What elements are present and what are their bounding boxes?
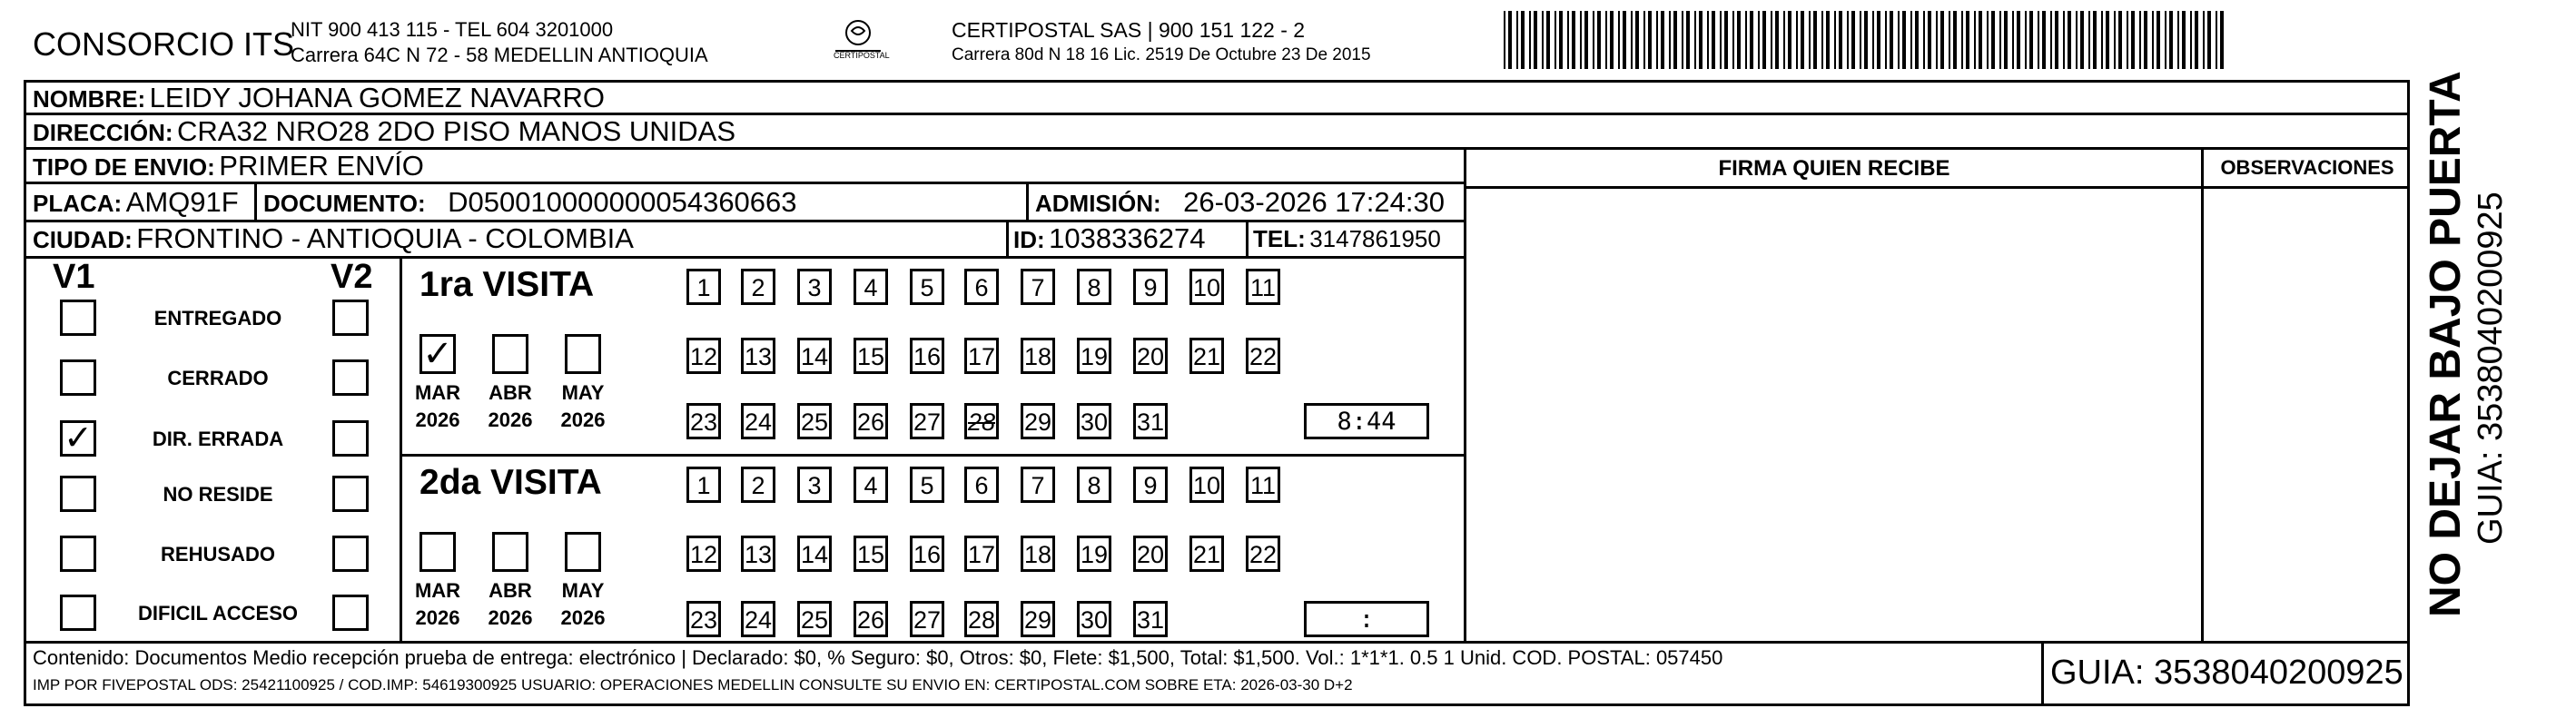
day-box[interactable]: 2 <box>741 269 775 305</box>
barcode-bar <box>2093 11 2097 69</box>
barcode-bar <box>1813 11 1817 69</box>
barcode-bar <box>1745 11 1747 69</box>
barcode-bar <box>2063 11 2065 69</box>
direccion-label: DIRECCIÓN: <box>33 119 173 146</box>
month-year: 2026 <box>415 408 460 431</box>
barcode-bar <box>2144 11 2147 69</box>
barcode-bar <box>2182 11 2186 69</box>
day-box[interactable]: 8 <box>1077 467 1111 503</box>
month-name: MAR <box>414 579 461 602</box>
v1-checkbox[interactable] <box>60 359 96 396</box>
day-box[interactable]: 3 <box>797 467 832 503</box>
month-year: 2026 <box>488 408 533 431</box>
id-value: 1038336274 <box>1049 222 1206 254</box>
barcode-bar <box>1860 11 1861 69</box>
barcode-bar <box>1542 11 1544 69</box>
v1-checkbox[interactable] <box>60 300 96 336</box>
day-box[interactable]: 25 <box>797 601 832 637</box>
barcode-bar <box>2068 11 2071 69</box>
barcode-bar <box>1762 11 1766 69</box>
v1-checkbox[interactable] <box>60 595 96 631</box>
day-box[interactable]: 31 <box>1133 601 1168 637</box>
barcode-bar <box>1890 11 1893 69</box>
barcode-bar <box>1898 11 1900 69</box>
barcode-bar <box>1534 11 1537 69</box>
barcode-bar <box>2004 11 2008 69</box>
barcode-bar <box>1605 11 1607 69</box>
v2-checkbox[interactable] <box>332 420 369 457</box>
barcode-bar <box>1597 11 1601 69</box>
day-box[interactable]: 8 <box>1077 269 1111 305</box>
month-checkbox[interactable] <box>492 334 528 374</box>
barcode-bar <box>1707 11 1709 69</box>
day-box[interactable]: 5 <box>910 269 944 305</box>
barcode-bar <box>1783 11 1785 69</box>
day-box[interactable]: 11 <box>1246 467 1280 503</box>
firma-area[interactable] <box>1469 192 2196 637</box>
barcode-bar <box>2012 11 2014 69</box>
ciudad-label: CIUDAD: <box>33 226 133 253</box>
barcode-bar <box>1839 11 1842 69</box>
month-checkbox[interactable]: ✓ <box>419 334 456 374</box>
barcode-bar <box>1661 11 1664 69</box>
barcode-bar <box>2114 11 2116 69</box>
barcode-bar <box>1694 11 1696 69</box>
month-name: ABR <box>489 579 532 602</box>
placa-value: AMQ91F <box>125 186 239 218</box>
admision-field <box>1035 186 1445 219</box>
observaciones-area[interactable] <box>2206 192 2406 637</box>
status-label: NO RESIDE <box>163 483 273 506</box>
day-box[interactable]: 20 <box>1133 338 1168 374</box>
barcode-bar <box>2101 11 2103 69</box>
day-box[interactable]: 26 <box>854 601 888 637</box>
barcode-bar <box>2216 11 2217 69</box>
day-box[interactable]: 1 <box>686 467 721 503</box>
barcode-bar <box>1987 11 1989 69</box>
day-box[interactable]: 22 <box>1246 338 1280 374</box>
barcode-bar <box>1872 11 1874 69</box>
id-field <box>1013 222 1206 255</box>
barcode-bar <box>1610 11 1614 69</box>
carrier-address: Carrera 80d N 18 16 Lic. 2519 De Octubre 23 De 2015 <box>952 45 1371 64</box>
documento-field <box>263 186 797 219</box>
tel-field <box>1253 225 1441 253</box>
month-name: MAR <box>414 381 461 404</box>
day-box[interactable]: 5 <box>910 467 944 503</box>
barcode-bar <box>2029 11 2033 69</box>
barcode-bar <box>1712 11 1715 69</box>
barcode-bar <box>1796 11 1798 69</box>
barcode-bar <box>1851 11 1855 69</box>
barcode-bar <box>2139 11 2141 69</box>
status-label: CERRADO <box>167 367 269 389</box>
barcode-bar <box>1885 11 1887 69</box>
barcode-bar <box>1559 11 1563 69</box>
v2-checkbox[interactable] <box>332 536 369 572</box>
footer-guia: GUIA: 3538040200925 <box>2050 654 2403 692</box>
day-box[interactable]: 20 <box>1133 536 1168 572</box>
day-box[interactable]: 30 <box>1077 601 1111 637</box>
barcode-bar <box>1999 11 2001 69</box>
day-box[interactable]: 31 <box>1133 403 1168 439</box>
barcode-bar <box>2050 11 2052 69</box>
day-box[interactable]: 17 <box>964 338 999 374</box>
barcode-bar <box>1584 11 1588 69</box>
month-year: 2026 <box>560 408 606 431</box>
barcode-bar <box>2106 11 2109 69</box>
barcode-bar <box>1724 11 1728 69</box>
day-box[interactable]: 28 <box>964 601 999 637</box>
day-box[interactable]: 10 <box>1189 467 1224 503</box>
barcode-bar <box>1546 11 1550 69</box>
ciudad-field <box>33 222 634 255</box>
barcode-bar <box>2017 11 2020 69</box>
barcode-bar <box>1643 11 1645 69</box>
barcode-bar <box>1826 11 1830 69</box>
placa-label: PLACA: <box>33 190 123 217</box>
day-box[interactable]: 23 <box>686 601 721 637</box>
id-label: ID: <box>1013 226 1045 253</box>
barcode-bar <box>1572 11 1575 69</box>
v2-checkbox[interactable] <box>332 359 369 396</box>
barcode-bar <box>1940 11 1944 69</box>
day-box[interactable]: 16 <box>910 338 944 374</box>
month-year: 2026 <box>488 606 533 629</box>
tipo-value: PRIMER ENVÍO <box>219 150 424 182</box>
barcode <box>1500 9 2226 71</box>
barcode-bar <box>2088 11 2090 69</box>
barcode-bar <box>1516 11 1518 69</box>
logo-text: CERTIPOSTAL <box>834 51 890 60</box>
v1-label: V1 <box>53 258 95 296</box>
barcode-bar <box>2157 11 2160 69</box>
barcode-bar <box>2118 11 2122 69</box>
barcode-bar <box>1771 11 1772 69</box>
barcode-bar <box>2076 11 2078 69</box>
day-box[interactable]: 13 <box>741 338 775 374</box>
month-checkbox[interactable] <box>492 532 528 572</box>
status-label: ENTREGADO <box>153 307 282 330</box>
month-checkbox[interactable] <box>565 532 601 572</box>
barcode-bar <box>1593 11 1594 69</box>
day-box[interactable]: 16 <box>910 536 944 572</box>
visit-title: 1ra VISITA <box>419 265 595 304</box>
barcode-bar <box>2220 11 2224 69</box>
day-box[interactable]: 12 <box>686 536 721 572</box>
barcode-bar <box>1902 11 1906 69</box>
direccion-row <box>33 115 735 148</box>
barcode-bar <box>2131 11 2135 69</box>
barcode-bar <box>1673 11 1677 69</box>
documento-value: D050010000000054360663 <box>448 186 797 218</box>
day-box[interactable]: 21 <box>1189 536 1224 572</box>
month-checkbox[interactable] <box>419 532 456 572</box>
v1-checkbox[interactable] <box>60 536 96 572</box>
barcode-bar <box>1979 11 1982 69</box>
barcode-bar <box>1720 11 1722 69</box>
barcode-bar <box>1801 11 1804 69</box>
day-box[interactable]: 1 <box>686 269 721 305</box>
day-box[interactable]: 3 <box>797 269 832 305</box>
visit-title: 2da VISITA <box>419 463 602 502</box>
day-box[interactable]: 13 <box>741 536 775 572</box>
company-name: CONSORCIO ITS <box>33 25 295 63</box>
barcode-bar <box>2127 11 2128 69</box>
month-year: 2026 <box>560 606 606 629</box>
day-box[interactable]: 19 <box>1077 338 1111 374</box>
month-checkbox[interactable] <box>565 334 601 374</box>
day-box[interactable]: 27 <box>910 403 944 439</box>
carrier-info: CERTIPOSTAL SAS | 900 151 122 - 2 <box>952 18 1306 42</box>
firma-label: FIRMA QUIEN RECIBE <box>1718 156 1950 181</box>
footer-print-info: IMP POR FIVEPOSTAL ODS: 25421100925 / COD.IMP: 54619300925 USUARIO: OPERACIONES MEDELLIN CONSULTE SU ENVIO EN: CERTIPOSTAL.COM SOBRE ETA: 2026-03-30 D+2 <box>33 676 1353 694</box>
day-box[interactable]: 9 <box>1133 269 1168 305</box>
day-box[interactable]: 14 <box>797 338 832 374</box>
barcode-bar <box>1623 11 1626 69</box>
day-box[interactable]: 4 <box>854 467 888 503</box>
tipo-label: TIPO DE ENVIO: <box>33 153 215 181</box>
day-box[interactable]: 18 <box>1021 338 1055 374</box>
day-box[interactable]: 6 <box>964 467 999 503</box>
side-guia: GUIA: 3538040200925 <box>2472 192 2510 545</box>
day-box[interactable]: 21 <box>1189 338 1224 374</box>
barcode-bar <box>1991 11 1995 69</box>
barcode-bar <box>1923 11 1925 69</box>
day-box[interactable]: 2 <box>741 467 775 503</box>
barcode-bar <box>2169 11 2173 69</box>
barcode-bar <box>1699 11 1703 69</box>
barcode-bar <box>1961 11 1963 69</box>
barcode-bar <box>1974 11 1976 69</box>
observaciones-label: OBSERVACIONES <box>2220 156 2394 179</box>
barcode-bar <box>2165 11 2166 69</box>
barcode-bar <box>2025 11 2027 69</box>
day-box[interactable]: 26 <box>854 403 888 439</box>
status-label: DIFICIL ACCESO <box>137 602 298 625</box>
day-box[interactable]: 24 <box>741 601 775 637</box>
barcode-bar <box>1788 11 1791 69</box>
barcode-bar <box>1936 11 1938 69</box>
barcode-bar <box>1809 11 1811 69</box>
barcode-bar <box>1529 11 1531 69</box>
barcode-bar <box>1821 11 1823 69</box>
time-box[interactable]: : <box>1304 601 1429 637</box>
barcode-bar <box>1669 11 1671 69</box>
day-box[interactable]: 29 <box>1021 403 1055 439</box>
v1-checkbox[interactable] <box>60 476 96 512</box>
barcode-bar <box>1580 11 1582 69</box>
day-box[interactable]: 27 <box>910 601 944 637</box>
barcode-bar <box>1631 11 1633 69</box>
barcode-bar <box>1618 11 1620 69</box>
day-box[interactable]: 28 <box>964 403 999 439</box>
company-address: Carrera 64C N 72 - 58 MEDELLIN ANTIOQUIA <box>291 44 708 66</box>
day-box[interactable]: 14 <box>797 536 832 572</box>
time-box[interactable]: 8:44 <box>1304 403 1429 439</box>
barcode-bar <box>2177 11 2179 69</box>
barcode-bar <box>2195 11 2198 69</box>
side-warning: NO DEJAR BAJO PUERTA <box>2422 71 2470 617</box>
barcode-bar <box>2190 11 2192 69</box>
documento-label: DOCUMENTO: <box>263 190 426 217</box>
nombre-label: NOMBRE: <box>33 85 146 113</box>
barcode-bar <box>1877 11 1880 69</box>
barcode-bar <box>1732 11 1734 69</box>
barcode-bar <box>1750 11 1753 69</box>
day-box[interactable]: 7 <box>1021 467 1055 503</box>
day-box[interactable]: 30 <box>1077 403 1111 439</box>
barcode-bar <box>2203 11 2205 69</box>
admision-value: 26-03-2026 17:24:30 <box>1183 186 1445 218</box>
v2-checkbox[interactable] <box>332 595 369 631</box>
day-box[interactable]: 22 <box>1246 536 1280 572</box>
day-box[interactable]: 10 <box>1189 269 1224 305</box>
barcode-bar <box>1758 11 1760 69</box>
barcode-bar <box>2055 11 2058 69</box>
barcode-bar <box>2038 11 2039 69</box>
month-name: ABR <box>489 381 532 404</box>
barcode-bar <box>2152 11 2154 69</box>
v1-checkbox[interactable]: ✓ <box>60 420 96 457</box>
day-box[interactable]: 4 <box>854 269 888 305</box>
barcode-bar <box>1737 11 1741 69</box>
day-box[interactable]: 11 <box>1246 269 1280 305</box>
barcode-bar <box>1915 11 1919 69</box>
v2-checkbox[interactable] <box>332 476 369 512</box>
day-box[interactable]: 19 <box>1077 536 1111 572</box>
tipo-row <box>33 150 424 182</box>
barcode-bar <box>1656 11 1658 69</box>
nombre-row <box>33 82 605 114</box>
barcode-bar <box>1847 11 1849 69</box>
barcode-bar <box>1928 11 1931 69</box>
day-box[interactable]: 25 <box>797 403 832 439</box>
nombre-value: LEIDY JOHANA GOMEZ NAVARRO <box>149 82 605 113</box>
day-box[interactable]: 12 <box>686 338 721 374</box>
day-box[interactable]: 23 <box>686 403 721 439</box>
barcode-bar <box>2080 11 2084 69</box>
barcode-bar <box>2042 11 2046 69</box>
barcode-bar <box>2207 11 2211 69</box>
barcode-bar <box>1504 11 1505 69</box>
day-box[interactable]: 29 <box>1021 601 1055 637</box>
barcode-bar <box>1648 11 1652 69</box>
company-nit: NIT 900 413 115 - TEL 604 3201000 <box>291 18 614 41</box>
barcode-bar <box>1910 11 1912 69</box>
barcode-bar <box>1775 11 1779 69</box>
day-box[interactable]: 18 <box>1021 536 1055 572</box>
barcode-bar <box>1567 11 1569 69</box>
month-name: MAY <box>561 579 605 602</box>
tel-label: TEL: <box>1253 225 1306 252</box>
status-label: DIR. ERRADA <box>152 428 284 450</box>
barcode-bar <box>1508 11 1512 69</box>
barcode-bar <box>1834 11 1836 69</box>
barcode-bar <box>1949 11 1950 69</box>
v2-checkbox[interactable] <box>332 300 369 336</box>
day-box[interactable]: 15 <box>854 536 888 572</box>
day-box[interactable]: 7 <box>1021 269 1055 305</box>
day-box[interactable]: 9 <box>1133 467 1168 503</box>
barcode-bar <box>1966 11 1969 69</box>
direccion-value: CRA32 NRO28 2DO PISO MANOS UNIDAS <box>177 115 736 147</box>
month-name: MAY <box>561 381 605 404</box>
admision-label: ADMISIÓN: <box>1035 190 1161 217</box>
barcode-bar <box>1554 11 1556 69</box>
barcode-bar <box>1521 11 1525 69</box>
barcode-bar <box>1682 11 1683 69</box>
tel-value: 3147861950 <box>1309 225 1441 252</box>
status-label: REHUSADO <box>161 543 275 566</box>
day-box[interactable]: 17 <box>964 536 999 572</box>
placa-field <box>33 186 239 219</box>
barcode-bar <box>1635 11 1639 69</box>
barcode-bar <box>1953 11 1957 69</box>
day-box[interactable]: 15 <box>854 338 888 374</box>
v2-label: V2 <box>331 258 373 296</box>
month-year: 2026 <box>415 606 460 629</box>
day-box[interactable]: 24 <box>741 403 775 439</box>
barcode-bar <box>1686 11 1690 69</box>
day-box[interactable]: 6 <box>964 269 999 305</box>
ciudad-value: FRONTINO - ANTIOQUIA - COLOMBIA <box>136 222 634 254</box>
footer-content: Contenido: Documentos Medio recepción prueba de entrega: electrónico | Declarado: $0, % Seguro: $0, Otros: $0, Flete: $1,500, Total: $1,500. Vol.: 1*1*1. 0.5 1 Unid. COD. POSTAL: 057450 <box>33 646 1723 669</box>
barcode-bar <box>1864 11 1868 69</box>
